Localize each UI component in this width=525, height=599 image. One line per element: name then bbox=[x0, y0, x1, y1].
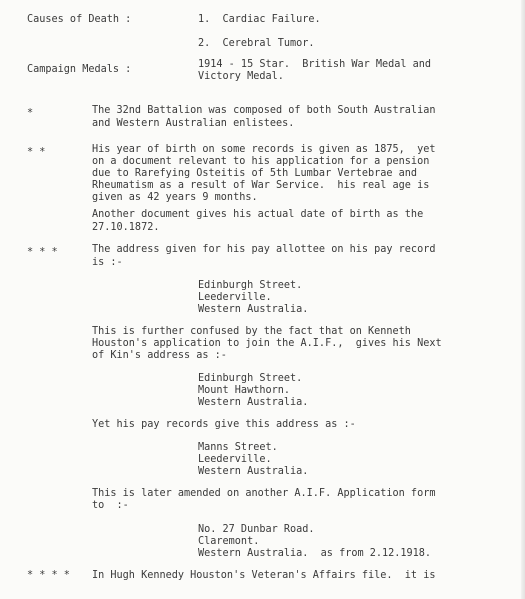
note-line: due to Rarefying Osteitis of 5th Lumbar Vertebrae and bbox=[92, 168, 418, 179]
note-marker: * bbox=[27, 108, 34, 119]
address-line: Mount Hawthorn. bbox=[198, 385, 291, 396]
note-line: given as 42 years 9 months. bbox=[92, 192, 258, 203]
note-marker: * * * * bbox=[27, 570, 70, 581]
note-line: This is later amended on another A.I.F. Application form bbox=[92, 488, 436, 499]
address-line: Western Australia. as from 2.12.1918. bbox=[198, 548, 432, 559]
cause-item: 1. Cardiac Failure. bbox=[198, 14, 321, 25]
note-line: The address given for his pay allottee on his pay record bbox=[92, 244, 436, 255]
address-line: Claremont. bbox=[198, 536, 260, 547]
note-line: His year of birth on some records is given as 1875, yet bbox=[92, 144, 436, 155]
address-line: Edinburgh Street. bbox=[198, 373, 303, 384]
medals-line: Victory Medal. bbox=[198, 71, 284, 82]
page-edge bbox=[521, 0, 525, 599]
address-line: Western Australia. bbox=[198, 304, 309, 315]
note-line: and Western Australian enlistees. bbox=[92, 118, 295, 129]
address-line: Leederville. bbox=[198, 292, 272, 303]
address-line: Western Australia. bbox=[198, 397, 309, 408]
note-line: The 32nd Battalion was composed of both South Australian bbox=[92, 105, 436, 116]
address-line: No. 27 Dunbar Road. bbox=[198, 524, 315, 535]
note-marker: * * * bbox=[27, 247, 58, 258]
cause-item: 2. Cerebral Tumor. bbox=[198, 38, 315, 49]
note-line: 27.10.1872. bbox=[92, 222, 160, 233]
note-line: Houston's application to join the A.I.F., gives his Next bbox=[92, 338, 442, 349]
note-line: Yet his pay records give this address as :- bbox=[92, 419, 356, 430]
note-line: Rheumatism as a result of War Service. his real age is bbox=[92, 180, 430, 191]
medals-label: Campaign Medals : bbox=[27, 64, 132, 75]
note-line: is :- bbox=[92, 257, 123, 268]
note-marker: * * bbox=[27, 147, 46, 158]
note-line: Another document gives his actual date of birth as the bbox=[92, 209, 424, 220]
note-line: This is further confused by the fact that on Kenneth bbox=[92, 326, 411, 337]
note-line: on a document relevant to his application for a pension bbox=[92, 156, 430, 167]
address-line: Western Australia. bbox=[198, 466, 309, 477]
note-line: In Hugh Kennedy Houston's Veteran's Affairs file. it is bbox=[92, 570, 436, 581]
address-line: Leederville. bbox=[198, 454, 272, 465]
address-line: Manns Street. bbox=[198, 442, 278, 453]
address-line: Edinburgh Street. bbox=[198, 280, 303, 291]
causes-label: Causes of Death : bbox=[27, 14, 132, 25]
medals-line: 1914 - 15 Star. British War Medal and bbox=[198, 59, 432, 70]
note-line: to :- bbox=[92, 500, 129, 511]
note-line: of Kin's address as :- bbox=[92, 350, 227, 361]
